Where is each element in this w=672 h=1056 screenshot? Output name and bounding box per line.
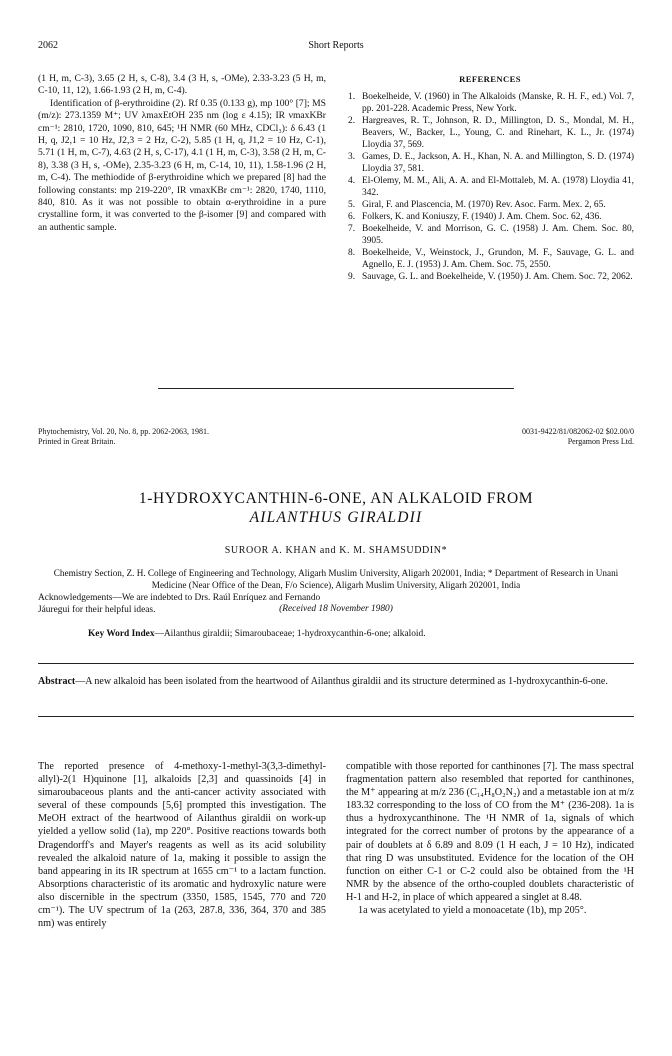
previous-article-text	[38, 73, 326, 234]
body-right-column	[346, 760, 634, 917]
reference-item: 7. Boekelheide, V. and Morrison, G. C. (1958) J. Am. Chem. Soc. 80, 3905.	[348, 224, 634, 247]
abstract	[38, 675, 634, 688]
references-heading: REFERENCES	[459, 74, 521, 84]
reference-item: 9. Sauvage, G. L. and Boekelheide, V. (1950) J. Am. Chem. Soc. 72, 2062.	[348, 272, 633, 283]
journal-issn: 0031-9422/81/082062-02 $02.00/0 Pergamon Press Ltd.	[522, 427, 634, 446]
body-left-column	[38, 760, 326, 930]
paragraph: The reported presence of 4-methoxy-1-methyl-3(3,3-dimethyl-allyl)-2(1 H)quinone [1], alkaloids [2,3] and quassinoids [4] in simaroubaceous plants and the anti-cancer activity associated with several of these compounds [5,6] prompted this investigation. The MeOH extract of the heartwood of Ailanthus giraldii on work-up yielded a yellow solid (1a), mp 220°. Positive reactions towards both Dragendorff's and Mayer's reagents as well as its acid solubility revealed the alkaloid nature of 1a, making it possible to assign the band appearing in its IR spectrum at 1655 cm⁻¹ to a lactam function. Absorptions characteristic of its aromatic and hydroxylic nature were also discernible in the spectrum (3350, 1585, 1545, 770 and 720 cm⁻¹). The UV spectrum of 1a (263, 287.8, 336, 364, 370 and 385 nm) was entirely	[38, 761, 326, 930]
journal-page	[38, 0, 634, 1056]
reference-item: 2. Hargreaves, R. T., Johnson, R. D., Millington, D. S., Mondal, M. H., Beavers, W., Backer, L., Young, C. and Rinehart, K. L., Jr. (1974) Lloydia 37, 569.	[348, 116, 634, 151]
abstract-bottom-rule	[38, 716, 634, 717]
reference-item: 4. El-Olemy, M. M., Ali, A. A. and El-Mottaleb, M. A. (1978) Lloydia 41, 342.	[348, 176, 634, 199]
article-title: 1-HYDROXYCANTHIN-6-ONE, AN ALKALOID FROM	[138, 490, 534, 507]
authors: SUROOR A. KHAN and K. M. SHAMSUDDIN*	[224, 545, 448, 556]
key-word-label: Key Word Index	[88, 629, 155, 639]
abstract-text: —A new alkaloid has been isolated from the heartwood of Ailanthus giraldii and its structure determined as 1-hydroxycanthin-6-one.	[75, 676, 608, 687]
reference-item: 6. Folkers, K. and Koniuszy, F. (1940) J. Am. Chem. Soc. 62, 436.	[348, 212, 602, 223]
reference-item: 5. Giral, F. and Plascencia, M. (1970) Rev. Asoc. Farm. Mex. 2, 65.	[348, 200, 606, 211]
reference-item: 3. Games, D. E., Jackson, A. H., Khan, N. A. and Millington, S. D. (1974) Lloydia 37, 581.	[348, 152, 634, 175]
abstract-top-rule	[38, 663, 634, 664]
received-date: (Received 18 November 1980)	[279, 604, 393, 614]
paragraph: 1a was acetylated to yield a monoacetate (1b), mp 205°.	[358, 905, 587, 917]
paragraph: (1 H, m, C-3), 3.65 (2 H, s, C-8), 3.4 (3 H, s, -OMe), 2.33-3.23 (5 H, m, C-10, 11, 12), 1.66-1.93 (2 H, m, C-4).	[38, 73, 326, 97]
reference-item: 8. Boekelheide, V., Weinstock, J., Grundon, M. F., Sauvage, G. L. and Agnello, E. J. (1953) J. Am. Chem. Soc. 75, 2550.	[348, 248, 634, 271]
section-divider	[158, 388, 514, 389]
affiliation: Chemistry Section, Z. H. College of Engineering and Technology, Aligarh Muslim University, Aligarh 202001, India; * Department of Research in Unani Medicine (Near Office of the Dean, F/o Science), Aligarh Muslim University, Aligarh 202001, India	[53, 568, 619, 590]
journal-citation: Phytochemistry, Vol. 20, No. 8, pp. 2062-2063, 1981. Printed in Great Britain.	[38, 427, 209, 446]
paragraph: Identification of β-erythroidine (2). Rf 0.35 (0.133 g), mp 100° [7]; MS (m/z): 273.1359 M⁺; UV λmaxEtOH 235 nm (log ε 4.15); IR νmaxKBr cm⁻¹: 2810, 1720, 1090, 810, 645; ¹H NMR (60 MHz, CDCl₃): δ 6.43 (1 H, q, J2,1 = 10 Hz, J2,3 = 2 Hz, C-2), 5.85 (1 H, q, J1,2 = 10 Hz, C-1), 5.71 (1 H, m, C-7), 4.63 (2 H, s, C-17), 4.1 (1 H, m, C-3), 3.58 (2 H, m, C-8), 3.38 (3 H, s, -OMe), 2.35-3.23 (6 H, m, C-14, 10, 11), 1.58-1.96 (2 H, m, C-4). The methiodide of β-erythroidine which we prepared [8] had the following constants: mp 219-220°, IR νmaxKBr cm⁻¹: 2820, 1740, 1110, 840, 810. As it was not possible to obtain α-erythroidine in a pure crystalline form, it was converted to the β-isomer [9] and compared with an authentic sample.	[38, 97, 326, 233]
key-words: —Ailanthus giraldii; Simaroubaceae; 1-hydroxycanthin-6-one; alkaloid.	[154, 629, 426, 639]
reference-item: 1. Boekelheide, V. (1960) in The Alkaloids (Manske, R. H. F., ed.) Vol. 7, pp. 201-228. Academic Press, New York.	[348, 92, 634, 115]
acknowledgements: Acknowledgements—We are indebted to Drs. Raúl Enríquez and Fernando Jáuregui for their helpful ideas.	[38, 593, 321, 615]
references-section	[346, 73, 634, 283]
key-word-index	[88, 628, 628, 640]
abstract-label: Abstract	[38, 676, 76, 687]
paragraph: compatible with those reported for canthinones [7]. The mass spectral fragmentation pattern also resembled that reported for canthinones, the M⁺ appearing at m/z 236 (C₁₄H₈O₂N₂) and a metastable ion at m/z 183.32 corresponding to the loss of CO from the M⁺ (236-208). 1a is thus a hydroxycanthinone. The ¹H NMR of 1a, signals of which integrated for the correct number of protons by the appearance of a pair of doublets at δ 6.89 and 8.09 (1 H each, J = 10 Hz), indicated that ring D was unsubstituted. Evidence for the location of the OH function on either C-1 or C-2 could also be obtained from the ¹H NMR by the absence of the ortho-coupled doublets characteristic of H-1 and H-2, in place of which appeared a singlet at 8.48.	[346, 761, 634, 903]
page-number: 2062	[38, 40, 58, 51]
running-title: Short Reports	[308, 40, 364, 51]
article-title-species: AILANTHUS GIRALDII	[249, 509, 423, 526]
page-header	[38, 40, 634, 54]
